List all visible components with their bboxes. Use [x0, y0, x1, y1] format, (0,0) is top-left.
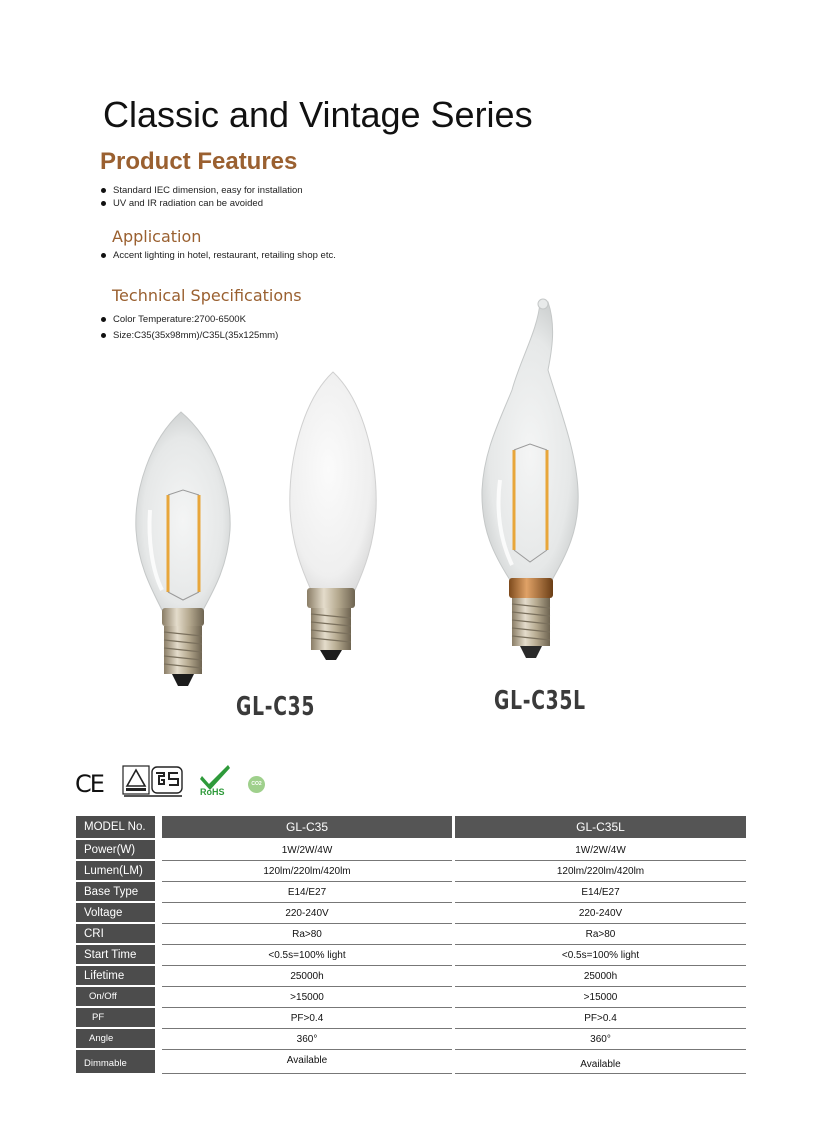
- row-value-a: <0.5s=100% light: [162, 945, 452, 966]
- technical-specifications-heading: Technical Specifications: [112, 286, 302, 305]
- table-row: [76, 903, 746, 924]
- application-list: [100, 249, 336, 262]
- application-heading: Application: [112, 227, 202, 246]
- row-label: Base Type: [76, 882, 155, 902]
- row-value-a: Ra>80: [162, 924, 452, 945]
- table-row: [76, 1050, 746, 1074]
- row-label: CRI: [76, 924, 155, 944]
- table-row: [76, 945, 746, 966]
- co2-mark: CO2: [248, 776, 265, 793]
- gs-safety-mark-icon: [122, 765, 184, 799]
- row-value-a: >15000: [162, 987, 452, 1008]
- row-value-b: E14/E27: [455, 882, 746, 903]
- row-value-a: Available: [162, 1050, 452, 1074]
- table-header-row: [76, 816, 746, 838]
- model-caption-gl-c35: GL-C35: [236, 692, 316, 722]
- table-row: [76, 987, 746, 1008]
- bulb-gl-c35-clear: [136, 412, 230, 686]
- row-value-a: 1W/2W/4W: [162, 840, 452, 861]
- page-title: Classic and Vintage Series: [103, 94, 533, 135]
- row-label: Power(W): [76, 840, 155, 860]
- row-value-b: >15000: [455, 987, 746, 1008]
- row-value-a: E14/E27: [162, 882, 452, 903]
- ce-mark: CE: [75, 770, 103, 798]
- row-value-b: Ra>80: [455, 924, 746, 945]
- row-value-b: 1W/2W/4W: [455, 840, 746, 861]
- row-value-a: 120lm/220lm/420lm: [162, 861, 452, 882]
- row-label: Dimmable: [76, 1050, 155, 1074]
- rohs-label: RoHS: [200, 787, 225, 797]
- product-features-heading: Product Features: [100, 148, 298, 175]
- list-item: UV and IR radiation can be avoided: [100, 197, 303, 210]
- table-row: [76, 966, 746, 987]
- row-value-a: PF>0.4: [162, 1008, 452, 1029]
- row-value-b: Available: [455, 1050, 746, 1074]
- row-label: PF: [76, 1008, 155, 1028]
- row-value-b: 360°: [455, 1029, 746, 1050]
- row-value-a: 25000h: [162, 966, 452, 987]
- features-list: [100, 184, 303, 210]
- header-col-gl-c35: GL-C35: [162, 816, 452, 838]
- row-label: Angle: [76, 1029, 155, 1049]
- row-label: Voltage: [76, 903, 155, 923]
- row-value-b: <0.5s=100% light: [455, 945, 746, 966]
- row-value-b: PF>0.4: [455, 1008, 746, 1029]
- row-label: Lifetime: [76, 966, 155, 986]
- row-value-b: 120lm/220lm/420lm: [455, 861, 746, 882]
- table-row: [76, 840, 746, 861]
- list-item: Size:C35(35x98mm)/C35L(35x125mm): [100, 329, 278, 342]
- list-item: Accent lighting in hotel, restaurant, retailing shop etc.: [100, 249, 336, 262]
- table-row: [76, 882, 746, 903]
- header-label: MODEL No.: [76, 816, 155, 838]
- header-col-gl-c35l: GL-C35L: [455, 816, 746, 838]
- row-value-a: 360°: [162, 1029, 452, 1050]
- bulb-gl-c35l-clear: [482, 299, 578, 658]
- list-item: Standard IEC dimension, easy for installation: [100, 184, 303, 197]
- row-value-b: 220-240V: [455, 903, 746, 924]
- table-row: [76, 861, 746, 882]
- row-value-b: 25000h: [455, 966, 746, 987]
- row-label: Lumen(LM): [76, 861, 155, 881]
- list-item: Color Temperature:2700-6500K: [100, 313, 278, 326]
- row-value-a: 220-240V: [162, 903, 452, 924]
- bulb-gl-c35-frosted: [290, 372, 376, 660]
- table-row: [76, 1008, 746, 1029]
- bulb-illustrations: [0, 290, 813, 700]
- table-row: [76, 924, 746, 945]
- table-row: [76, 1029, 746, 1050]
- row-label: On/Off: [76, 987, 155, 1007]
- row-label: Start Time: [76, 945, 155, 965]
- model-caption-gl-c35l: GL-C35L: [494, 686, 586, 716]
